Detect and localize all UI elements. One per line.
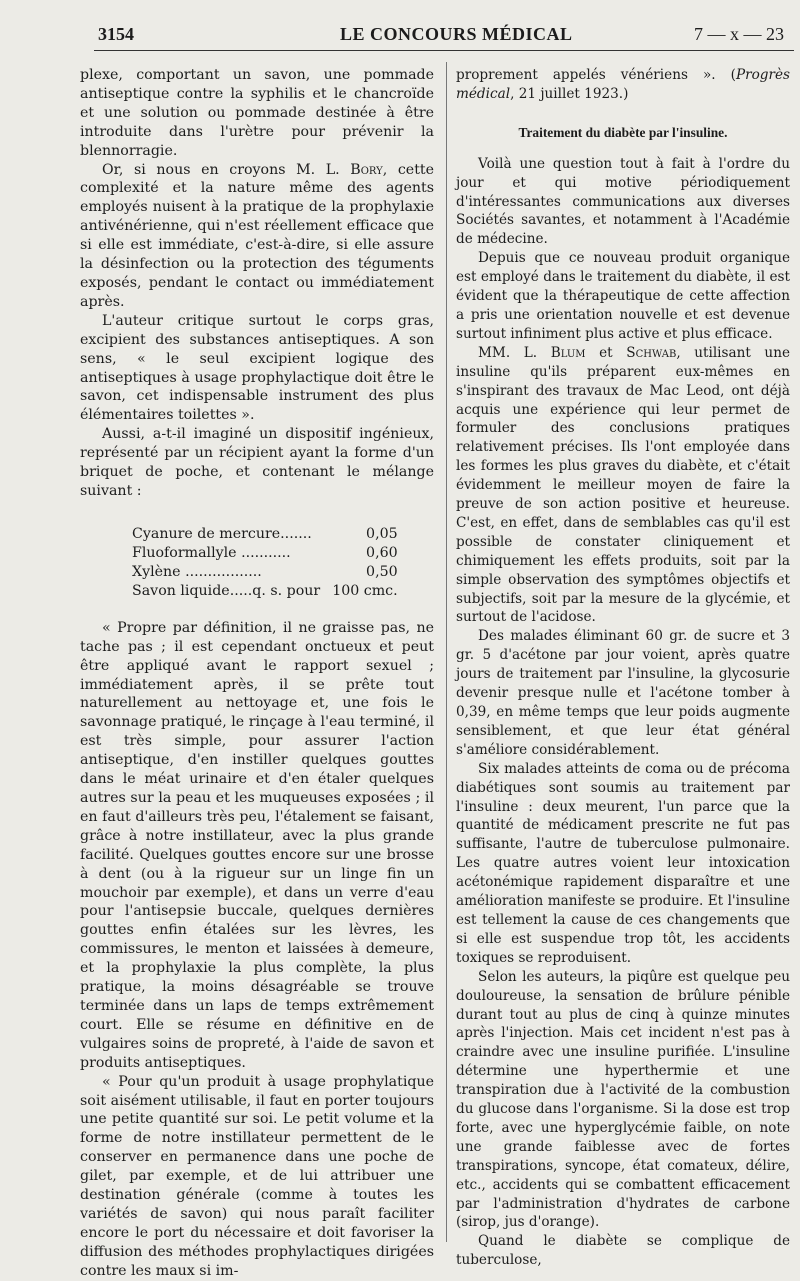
left-paragraph-6: « Pour qu'un produit à usage prophylatique soit aisément utilisable, il faut en porter toujours une petite quantité sur soi. Le petit volume et la forme de notre instillateur permettent de le conserver en permanence dans une poche de gilet, par exemple, et de lui attribuer une destination générale (comme à toutes les variétés de savon) qui nous paraît faciliter encore le port du nécessaire et doit favoriser la diffusion des méthodes prophylactiques dirigées contre les maux si im-: [80, 1073, 434, 1279]
right-column: [456, 66, 790, 1270]
author-name: Blum: [550, 344, 586, 361]
page-number: 3154: [98, 24, 134, 44]
ingredient-name: Fluoformallyle ...........: [132, 544, 291, 561]
citation: Progrès médical: [456, 67, 790, 102]
left-paragraph-3: L'auteur critique surtout le corps gras, excipient des substances antiseptiques. A son sens, « le seul excipient logique des antiseptiques à usage prophylactique doit être le savon, cet indispensable instrument des plus élémentaires toilettes ».: [80, 312, 434, 424]
text-run: , utilisant une insuline qu'ils préparent eux-mêmes en s'inspirant des travaux de Mac Leod, ont déjà acquis une expérience qui leur permet de formuler des conclusions pratiques relativement précises. Ils l'ont employée dans les formes les plus graves du diabète, et c'était évidemment le meilleur moyen de faire la preuve de son action positive et heureuse. C'est, en effet, dans de semblables cas qu'il est possible de constater cliniquement et chimiquement les effets produits, soit par la simple observation des symptômes objectifs et subjectifs, soit par la mesure de la glycémie, et surtout de l'acidose.: [456, 344, 790, 626]
ingredient-amount: 100 cmc.: [332, 582, 398, 599]
ingredient-name: Xylène .................: [132, 563, 262, 580]
right-paragraph-8: Quand le diabète se complique de tuberculose,: [456, 1233, 790, 1269]
text-run: , cette complexité et la nature même des agents employés nuisent à la pratique de la prophylaxie antivénérienne, qui n'est réellement efficace que si elle est immédiate, c'est-à-dire, si elle assure la désinfection ou la protection des téguments exposés, pendant le contact ou immédiatement après.: [80, 161, 434, 310]
ingredient-amount: 0,50: [366, 563, 398, 580]
right-paragraph-2: Voilà une question tout à fait à l'ordre du jour et qui motive périodiquement d'intéressantes communications aux diverses Sociétés savantes, et notamment à l'Académie de médecine.: [456, 155, 790, 248]
formula-row: [132, 582, 398, 601]
text-run: MM. L.: [478, 344, 551, 361]
right-paragraph-3: Depuis que ce nouveau produit organique est employé dans le traitement du diabète, il est évident que la thérapeutique de cette affection a pris une orientation nouvelle et est devenue surtout infiniment plus active et plus efficace.: [456, 250, 790, 342]
section-heading: Traitement du diabète par l'insuline.: [518, 124, 728, 140]
ingredient-name: Cyanure de mercure.......: [132, 525, 312, 542]
left-paragraph-2: [80, 161, 434, 312]
right-paragraph-4: [456, 344, 790, 628]
right-paragraph-7: Selon les auteurs, la piqûre est quelque peu douloureuse, la sensation de brûlure pénible durant tout au plus de cinq à quinze minutes après l'injection. Mais cet incident n'est pas à craindre avec une insuline purifiée. L'insuline détermine une hyperthermie et une transpiration due à l'activité de la combustion du glucose dans l'organisme. Si la dose est trop forte, avec une hyperglycémie faible, on note une grande faiblesse avec de fortes transpirations, syncope, état comateux, délire, etc., accidents qui se combattent efficacement par l'administration d'hydrates de carbone (sirop, jus d'orange).: [456, 968, 790, 1231]
right-paragraph-6: Six malades atteints de coma ou de précoma diabétiques sont soumis au traitement par l'insuline : deux meurent, l'un parce que la quantité de médicament prescrite ne fut pas suffisante, l'autre de tuberculose pulmonaire. Les quatre autres voient leur intoxication acétonémique rapidement disparaître et une amélioration manifeste se produire. Et l'insuline est tellement la cause de ces changements que si elle est suspendue trop tôt, les accidents toxiques se reproduisent.: [456, 760, 790, 966]
ingredient-amount: 0,60: [366, 544, 398, 561]
author-name: Bory: [350, 161, 383, 178]
formula-row: [132, 563, 398, 582]
ingredient-amount: 0,05: [366, 525, 398, 542]
left-paragraph-5: « Propre par définition, il ne graisse pas, ne tache pas ; il est cependant onctueux et peut être appliqué avant le rapport sexuel ; immédiatement après, il se prête tout naturellement au nettoyage et, une fois le savonnage pratiqué, le rinçage à l'eau terminé, il est très simple, pour assurer l'action antiseptique, d'en instiller quelques gouttes dans le méat urinaire et d'en étaler quelques autres sur la peau et les muqueuses exposées ; il en faut d'ailleurs très peu, l'étalement se faisant, grâce à notre instillateur, avec la plus grande facilité. Quelques gouttes encore sur une brosse à dent (ou à la rigueur sur un linge fin un mouchoir par exemple), et dans un verre d'eau pour l'antisepsie buccale, quelques dernières gouttes enfin étalées sur les lèvres, les commissures, le menton et laissées à demeure, et la prophylaxie la plus complète, la plus pratique, la moins désagréable se trouve terminée dans un laps de temps extrêmement court. Elle se résume en définitive en de vulgaires soins de propreté, à l'aide de savon et produits antiseptiques.: [80, 619, 434, 1071]
text-run: proprement appelés vénériens ». (: [456, 67, 736, 83]
formula-row: [132, 525, 398, 544]
right-paragraph-5: Des malades éliminant 60 gr. de sucre et 3 gr. 5 d'acétone par jour voient, après quatre jours de traitement par l'insuline, la glycosurie devenir presque nulle et l'acétone tomber à 0,39, en même temps que leur poids augmente sensiblement, et que leur état général s'améliore considérablement.: [456, 628, 790, 758]
text-run: , 21 juillet 1923.): [510, 85, 629, 102]
issue-date: 7 — x — 23: [694, 24, 784, 44]
column-divider: [446, 62, 447, 1242]
ingredient-name: Savon liquide.....q. s. pour: [132, 582, 321, 599]
page-header: [94, 20, 790, 52]
header-rule: [94, 50, 794, 51]
left-paragraph-1: plexe, comportant un savon, une pommade antiseptique contre la syphilis et le chancroïde et une solution ou pommade destinée à être introduite dans l'urètre pour prévenir la blennorragie.: [80, 67, 434, 159]
formula-table: [132, 525, 398, 601]
left-column: [80, 66, 434, 1281]
formula-row: [132, 544, 398, 563]
left-paragraph-4: Aussi, a-t-il imaginé un dispositif ingénieux, représenté par un récipient ayant la forme d'un briquet de poche, et contenant le mélange suivant :: [80, 426, 434, 499]
journal-title: LE CONCOURS MÉDICAL: [340, 24, 573, 44]
right-paragraph-1: [456, 66, 790, 104]
text-run: Or, si nous en croyons M. L.: [102, 161, 351, 178]
author-name: Schwab: [626, 344, 677, 361]
text-run: et: [585, 344, 627, 361]
